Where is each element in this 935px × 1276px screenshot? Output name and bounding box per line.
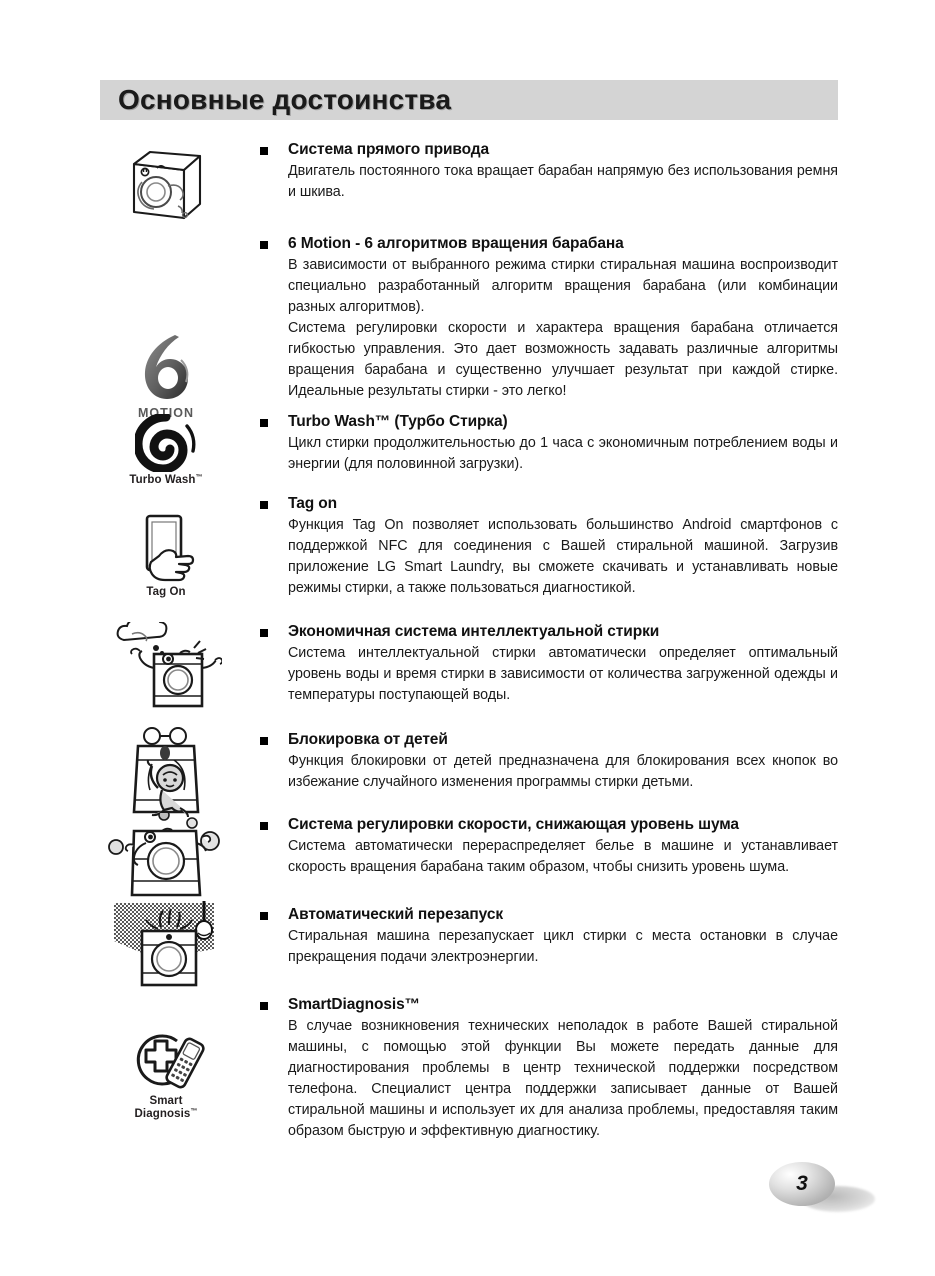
bullet-marker bbox=[260, 501, 268, 509]
feature-title: 6 Motion - 6 алгоритмов вращения барабана bbox=[288, 235, 624, 252]
feature-title: Экономичная система интеллектуальной стирки bbox=[288, 623, 660, 640]
bullet-marker bbox=[260, 1002, 268, 1010]
feature-title: Tag on bbox=[288, 495, 338, 512]
icon-caption bbox=[100, 1095, 232, 1121]
feature-title: Блокировка от детей bbox=[288, 731, 448, 748]
page-number-badge bbox=[765, 1160, 885, 1230]
feature-title: Система прямого привода bbox=[288, 141, 490, 158]
bullet-marker bbox=[260, 629, 268, 637]
section-header-banner bbox=[100, 80, 838, 120]
feature-title: SmartDiagnosis™ bbox=[288, 996, 421, 1013]
smart-diagnosis-icon bbox=[100, 1031, 232, 1121]
low-noise-washer-icon bbox=[100, 813, 232, 899]
feature-item bbox=[100, 815, 838, 905]
bullet-marker bbox=[260, 419, 268, 427]
feature-body: В зависимости от выбранного режима стирки стиральная машина воспроизводит специально разработанный алгоритм вращения барабана (или комбинации разных алгоритмов). bbox=[288, 257, 838, 316]
feature-text bbox=[260, 622, 838, 706]
bullet-marker bbox=[260, 147, 268, 155]
feature-item bbox=[100, 995, 838, 1175]
feature-text bbox=[260, 234, 838, 402]
feature-title: Turbo Wash™ (Турбо Стирка) bbox=[288, 413, 508, 430]
features-list bbox=[100, 140, 838, 1175]
feature-text bbox=[260, 730, 838, 793]
bullet-marker bbox=[260, 822, 268, 830]
icon-caption: MOTION bbox=[138, 406, 194, 420]
feature-body: Функция Tag On позволяет использовать большинство Android смартфонов с поддержкой NFC для соединения с Вашей стиральной машиной. Загрузив приложение LG Smart Laundry, вы сможете скачивать и устанавливать новые режимы стирки, а также пользоваться диагностикой. bbox=[288, 517, 838, 597]
feature-title: Система регулировки скорости, снижающая уровень шума bbox=[288, 816, 739, 833]
feature-item bbox=[100, 234, 838, 420]
feature-body: Система интеллектуальной стирки автоматически определяет оптимальный уровень воды и время стирки в зависимости от количества загруженной одежды и температуры поступающей воды. bbox=[288, 645, 838, 704]
page-title: Основные достоинства bbox=[118, 84, 452, 115]
bullet-marker bbox=[260, 737, 268, 745]
feature-body: Функция блокировки от детей предназначена для блокирования всех кнопок во избежание случайного изменения программы стирки детьми. bbox=[288, 753, 838, 791]
six-motion-logo-icon bbox=[100, 330, 232, 420]
trademark-symbol: ™ bbox=[190, 1107, 198, 1115]
feature-item bbox=[100, 494, 838, 622]
thinking-washer-icon bbox=[100, 622, 232, 714]
feature-item bbox=[100, 412, 838, 494]
icon-caption-line2 bbox=[100, 1108, 232, 1121]
feature-item bbox=[100, 730, 838, 815]
bullet-marker bbox=[260, 912, 268, 920]
turbo-wash-swirl-icon bbox=[100, 414, 232, 487]
icon-caption: Tag On bbox=[146, 586, 186, 598]
washing-machine-direct-drive-icon bbox=[100, 142, 232, 224]
feature-item bbox=[100, 905, 838, 995]
feature-text bbox=[260, 140, 838, 203]
feature-text bbox=[260, 905, 838, 968]
feature-item bbox=[100, 622, 838, 730]
feature-body: Стиральная машина перезапускает цикл стирки с места остановки в случае прекращения подачи электроэнергии. bbox=[288, 928, 838, 966]
feature-title: Автоматический перезапуск bbox=[288, 906, 503, 923]
feature-text bbox=[260, 995, 838, 1142]
feature-body: Система регулировки скорости и характера вращения барабана отличается гибкостью управления. Это дает возможность задавать различные алгоритмы вращения барабана и существенно улучшает результат при каждой стирке. Идеальные результаты стирки - это легко! bbox=[288, 320, 838, 400]
icon-caption-line1: Smart bbox=[149, 1095, 183, 1107]
icon-caption-text: Turbo Wash bbox=[129, 474, 196, 486]
page-number: 3 bbox=[769, 1162, 835, 1206]
tag-on-phone-hand-icon bbox=[100, 512, 232, 599]
feature-body: Цикл стирки продолжительностью до 1 часа с экономичным потреблением воды и энергии (для половинной загрузки). bbox=[288, 435, 838, 473]
bullet-marker bbox=[260, 241, 268, 249]
feature-text bbox=[260, 815, 838, 878]
feature-body: Двигатель постоянного тока вращает барабан напрямую без использования ремня и шкива. bbox=[288, 163, 838, 201]
feature-item bbox=[100, 140, 838, 234]
feature-text bbox=[260, 412, 838, 475]
icon-caption bbox=[100, 474, 232, 487]
feature-body: Система автоматически перераспределяет белье в машине и устанавливает скорость вращения барабана таким образом, чтобы снизить уровень шума. bbox=[288, 838, 838, 876]
feature-text bbox=[260, 494, 838, 599]
trademark-symbol: ™ bbox=[195, 474, 203, 481]
child-lock-icon bbox=[100, 726, 232, 818]
feature-body: В случае возникновения технических неполадок в работе Вашей стиральной машины, с помощью этой функции Вы можете передать данные для диагностирования проблемы в центр технической поддержки посредством телефона. Специалист центра поддержки записывает данные от Вашей стиральной машины и использует их для анализа проблемы, предоставляя таким образом быструю и эффективную диагностику. bbox=[288, 1018, 838, 1140]
auto-restart-power-outage-icon bbox=[100, 897, 232, 989]
icon-caption-line2-text: Diagnosis bbox=[134, 1107, 191, 1120]
